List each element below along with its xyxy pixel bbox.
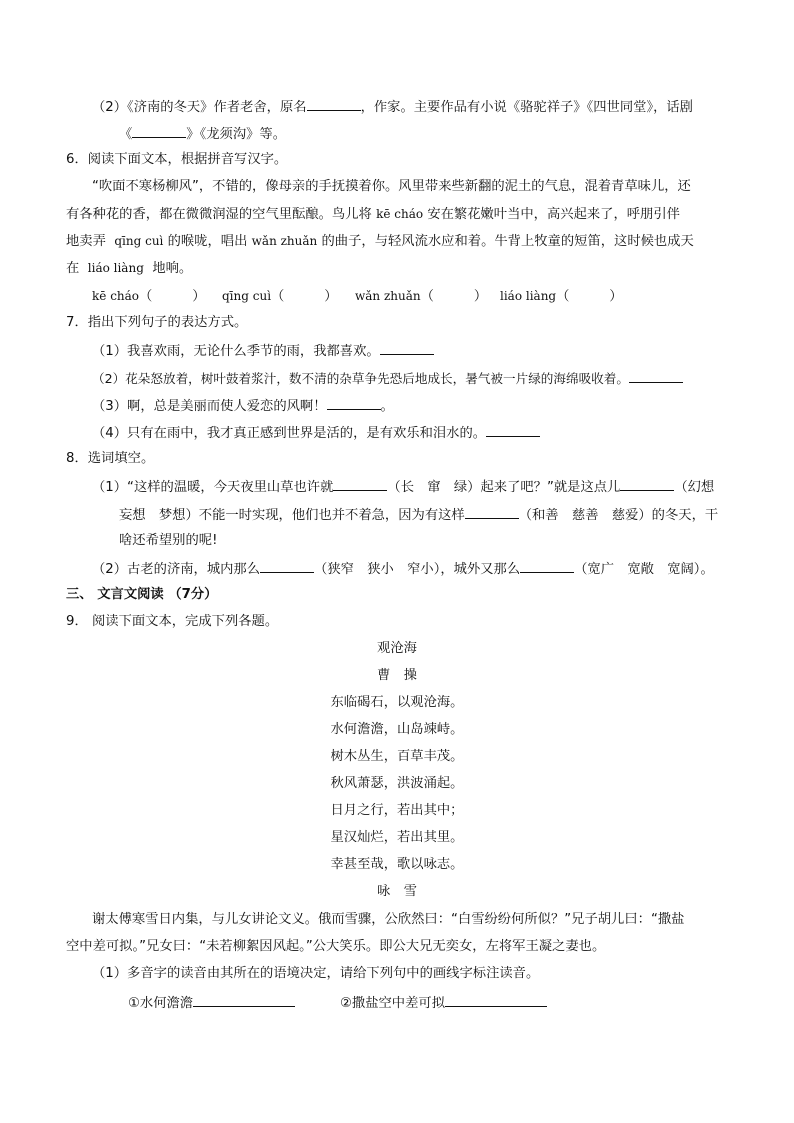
pinyin-ke-chao: kē cháo (376, 207, 424, 221)
prose-line1: 谢太傅寒雪日内集，与儿女讲论文义。俄而雪骤，公欣然曰：“白雪纷纷何所似？”兄子胡儿曰：“撒盐 (92, 912, 685, 927)
q9-sub1-item-b: ②撒盐空中差可拟 (340, 992, 547, 1014)
prose-title: 咏 雪 (377, 884, 417, 899)
answer-blank[interactable] (620, 476, 674, 491)
answer-blank[interactable] (486, 422, 540, 437)
q5-2-line1: （2）《济南的冬天》作者老舍，原名 ，作家。主要作品有小说《骆驼祥子》《四世同堂》，话剧 (92, 96, 693, 118)
pinyin-wan-zhuan: wǎn zhuǎn (251, 234, 318, 248)
poem-line: 星汉灿烂，若出其里。 (330, 830, 464, 845)
poem-line: 东临碣石，以观沧海。 (330, 695, 464, 710)
q7-title: 7．指出下列句子的表达方式。 (66, 315, 248, 330)
q7-sentence-4: （4）只有在雨中，我才真正感到世界是活的，是有欢乐和泪水的。 (92, 422, 540, 444)
q7-sentence-3: （3）啊，总是美丽而使人爱恋的风啊！ 。 (92, 395, 394, 417)
answer-blank[interactable] (327, 395, 381, 410)
q8-1-line3: 啥还希望别的呢! (119, 533, 218, 548)
q8-1-line1: （1）“这样的温暖，今天夜里山草也许就 （长 窜 绿）起来了吧？”就是这点儿 （幻想 (92, 476, 714, 498)
answer-blank[interactable] (193, 992, 295, 1007)
answer-blank[interactable] (520, 558, 574, 573)
q9-sub1: （1）多音字的读音由其所在的语境决定，请给下列句中的画线字标注读音。 (92, 966, 540, 981)
q6-answer-3[interactable]: wǎn zhuǎn（ ） (355, 289, 488, 304)
poem-author: 曹 操 (377, 668, 417, 683)
answer-blank[interactable] (465, 504, 519, 519)
answer-blank[interactable] (260, 558, 314, 573)
poem-line: 水何澹澹，山岛竦峙。 (330, 722, 464, 737)
section-3-heading: 三、 文言文阅读 （7分） (66, 587, 218, 602)
answer-blank[interactable] (307, 96, 361, 111)
q9-title: 9． 阅读下面文本，完成下列各题。 (66, 614, 279, 629)
q7-sentence-2: （2）花朵怒放着，树叶鼓着浆汁，数不清的杂草争先恐后地成长，暑气被一片绿的海绵吸收着。 (92, 368, 683, 389)
q6-paragraph-line4: 在 liáo liàng 地响。 (66, 261, 193, 276)
pinyin-liao-liang: liáo liàng (87, 261, 144, 275)
prose-line2: 空中差可拟。”兄女曰：“未若柳絮因风起。”公大笑乐。即公大兄无奕女，左将军王凝之妻也。 (66, 939, 606, 954)
q8-title: 8．选词填空。 (66, 451, 155, 466)
poem-title: 观沧海 (377, 641, 417, 656)
q5-2-line2: 《 》《龙须沟》等。 (119, 123, 286, 145)
answer-blank[interactable] (132, 123, 186, 138)
answer-blank[interactable] (445, 992, 547, 1007)
poem-line: 幸甚至哉，歌以咏志。 (330, 857, 464, 872)
q6-paragraph-line2: 有各种花的香，都在微微润湿的空气里酝酿。鸟儿将 kē cháo 安在繁花嫩叶当中，高兴起来了，呼朋引伴 (66, 207, 680, 222)
q6-paragraph-line3: 地卖弄 qīng cuì 的喉咙，唱出 wǎn zhuǎn 的曲子，与轻风流水应和着。牛背上牧童的短笛，这时候也成天 (66, 234, 694, 249)
pinyin-qing-cui: qīng cuì (114, 234, 164, 248)
poem-line: 秋风萧瑟，洪波涌起。 (330, 776, 464, 791)
q6-answer-2[interactable]: qīng cuì（ ） (222, 289, 338, 304)
poem-line: 日月之行，若出其中； (330, 803, 464, 818)
q6-paragraph-line1: “吹面不寒杨柳风”，不错的，像母亲的手抚摸着你。风里带来些新翻的泥土的气息，混着青草味儿，还 (92, 179, 691, 194)
q6-answer-4[interactable]: liáo liàng（ ） (500, 289, 623, 304)
q6-answer-1[interactable]: kē cháo（ ） (92, 289, 206, 304)
q7-sentence-1: （1）我喜欢雨，无论什么季节的雨，我都喜欢。 (92, 340, 434, 362)
q9-sub1-item-a: ①水何澹澹 (128, 992, 295, 1014)
answer-blank[interactable] (333, 476, 387, 491)
q8-1-line2: 妄想 梦想）不能一时实现，他们也并不着急，因为有这样 （和善 慈善 慈爱）的冬天，干 (119, 504, 718, 526)
answer-blank[interactable] (629, 368, 683, 383)
poem-line: 树木丛生，百草丰茂。 (330, 749, 464, 764)
q6-title: 6．阅读下面文本，根据拼音写汉字。 (66, 152, 288, 167)
q8-2: （2）古老的济南，城内那么 （狭窄 狭小 窄小），城外又那么 （宽广 宽敞 宽阔）。 (92, 558, 714, 580)
answer-blank[interactable] (380, 340, 434, 355)
